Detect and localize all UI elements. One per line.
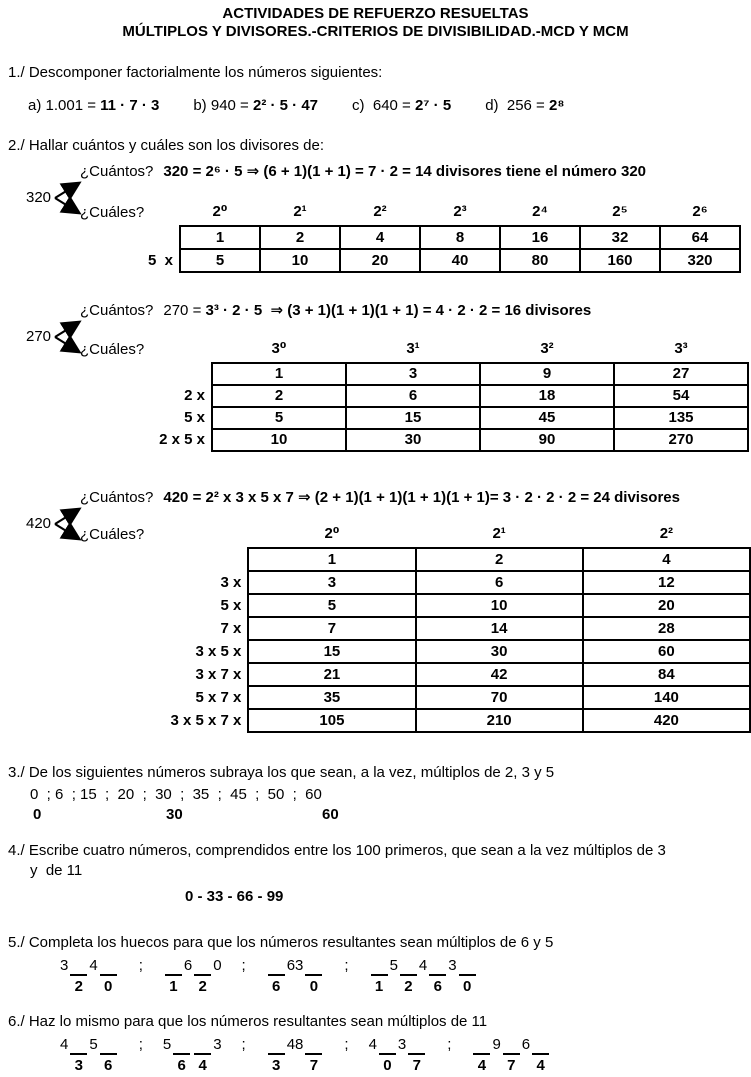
blank-token: [266, 956, 287, 996]
table-cell: 16: [500, 226, 580, 249]
digit-token: 4: [418, 957, 428, 974]
table-cell: 8: [420, 226, 500, 249]
exercise6-heading: 6./ Haz lo mismo para que los números resultantes sean múltiplos de 11: [8, 1013, 488, 1030]
item-a-answer: 11 · 7 · 3: [100, 97, 160, 114]
answer-value: 0: [33, 806, 42, 823]
exercise5-heading: 5./ Completa los huecos para que los números resultantes sean múltiplos de 6 y 5: [8, 934, 554, 951]
separator: ;: [447, 1036, 452, 1053]
table-cell: 5: [212, 407, 346, 429]
blank-answer: 6: [433, 978, 442, 995]
exercise3-answers: [0, 805, 751, 825]
blank-line: [194, 956, 211, 976]
column-header: 3²: [540, 340, 554, 357]
exercise6-blanks-row: [60, 1035, 751, 1077]
row-label: 5 x: [220, 596, 242, 614]
blank-line: [100, 956, 117, 976]
cuantos-prefix: 270 =: [163, 302, 206, 319]
digit-token: 3: [213, 1036, 222, 1053]
digit-token: 3: [448, 957, 457, 974]
blank-answer: 6: [272, 978, 281, 995]
blank-token: [192, 956, 213, 996]
exercise1-item-c: [352, 96, 451, 116]
table-cell: 3: [346, 363, 480, 385]
blank-answer: 4: [198, 1057, 207, 1074]
row-label: [78, 363, 212, 385]
blank-line: [194, 1035, 211, 1055]
blank-token: [501, 1035, 522, 1075]
blank-line: [305, 1035, 322, 1055]
blank-answer: 2: [74, 978, 84, 995]
blank-line: [379, 1035, 396, 1055]
column-header: 2⁵: [612, 203, 628, 220]
column-header: 2⁰: [324, 525, 340, 542]
blank-token: [266, 1035, 287, 1075]
row-label: 5 x 7 x: [195, 688, 242, 706]
exercise1-item-b: [193, 96, 318, 116]
table-cell: 210: [416, 709, 583, 732]
blank-line: [459, 956, 476, 976]
cuales-section-270: [0, 337, 751, 452]
table-cell: 45: [480, 407, 614, 429]
column-header: 3¹: [406, 340, 420, 357]
table-cell: 10: [416, 594, 583, 617]
table-cell: 40: [420, 249, 500, 272]
branch-number: 270: [26, 328, 52, 345]
digit-token: 4: [60, 1036, 69, 1053]
blank-group: [163, 1035, 222, 1075]
digit-token: 3: [397, 1036, 407, 1053]
table-row: [78, 617, 750, 640]
blank-token: [303, 956, 324, 996]
blank-token: [457, 956, 478, 996]
table-cell: 160: [580, 249, 660, 272]
table-cell: 2: [212, 385, 346, 407]
table-cell: 20: [583, 594, 750, 617]
blank-answer: 1: [169, 978, 178, 995]
column-header: 3⁰: [271, 340, 287, 357]
separator: ;: [241, 957, 246, 974]
separator: ;: [138, 1036, 143, 1053]
row-label: 2 x: [184, 387, 205, 404]
branch-number: 420: [26, 515, 52, 532]
exercise1-item-d: [485, 96, 564, 116]
table-cell: 30: [416, 640, 583, 663]
digit-token: 4: [89, 957, 98, 974]
column-header: 2²: [659, 525, 674, 542]
table-cell: 14: [416, 617, 583, 640]
table-header-row: [78, 337, 748, 363]
blank-group: [163, 956, 222, 996]
item-a-prefix: a) 1.001 =: [28, 97, 101, 114]
blank-answer: 0: [462, 978, 472, 995]
digit-token: 6: [183, 957, 193, 974]
digit-token: 48: [286, 1036, 304, 1053]
blank-group: [369, 956, 478, 996]
cuantos-label: ¿Cuántos?: [80, 163, 154, 180]
table-cell: 7: [248, 617, 415, 640]
table-cell: 10: [260, 249, 340, 272]
blank-answer: 1: [374, 978, 384, 995]
column-header: 2⁶: [692, 203, 708, 220]
table-cell: 12: [583, 571, 750, 594]
table-cell: 70: [416, 686, 583, 709]
blank-token: [98, 956, 119, 996]
table-cell: 4: [340, 226, 420, 249]
table-cell: 64: [660, 226, 740, 249]
table-cell: 6: [416, 571, 583, 594]
blank-answer: 0: [104, 978, 113, 995]
blank-answer: 7: [507, 1057, 516, 1074]
digit-token: 63: [286, 957, 304, 974]
blank-line: [268, 1035, 285, 1055]
digit-token: 5: [162, 1036, 172, 1053]
table-cell: 6: [346, 385, 480, 407]
blank-line: [165, 956, 182, 976]
table-cell: 1: [212, 363, 346, 385]
blank-line: [400, 956, 417, 976]
answer-value: 60: [322, 806, 339, 823]
table-row: [78, 249, 740, 272]
table-row: [78, 548, 750, 571]
table-cell: 15: [248, 640, 415, 663]
digit-token: 5: [389, 957, 398, 974]
table-cell: 3: [248, 571, 415, 594]
table-row: [78, 686, 750, 709]
item-b-answer: 2² · 5 · 47: [252, 97, 319, 114]
blank-token: [171, 1035, 192, 1075]
blank-line: [473, 1035, 490, 1055]
separator: ;: [344, 957, 349, 974]
blank-answer: 0: [383, 1057, 392, 1074]
table-row: [78, 709, 750, 732]
blank-token: [406, 1035, 427, 1075]
exercise1-items: [28, 96, 751, 116]
blank-answer: 6: [177, 1057, 186, 1074]
table-cell: 320: [660, 249, 740, 272]
cuales-label: ¿Cuáles?: [80, 341, 145, 358]
table-cell: 60: [583, 640, 750, 663]
divisors-table-420: [78, 522, 751, 733]
cuantos-label: ¿Cuántos?: [80, 489, 154, 506]
blank-group: [369, 1035, 428, 1075]
blank-answer: 7: [309, 1057, 319, 1074]
divisors-block-420: [0, 488, 751, 733]
item-c-prefix: c) 640 =: [352, 97, 415, 114]
table-cell: 2: [260, 226, 340, 249]
column-header: 2³: [453, 203, 467, 220]
item-b-prefix: b) 940 =: [193, 97, 253, 114]
row-label: 2 x 5 x: [159, 431, 205, 448]
cuantos-line-320: [80, 162, 751, 182]
blank-token: [68, 1035, 89, 1075]
exercise2-heading: 2./ Hallar cuántos y cuáles son los divisores de:: [8, 137, 324, 154]
exercise4-heading-line1: 4./ Escribe cuatro números, comprendidos entre los 100 primeros, que sean a la vez múltiplos de 3: [8, 842, 666, 859]
blank-token: [377, 1035, 398, 1075]
row-label: 3 x: [220, 573, 242, 591]
cuantos-label: ¿Cuántos?: [80, 302, 154, 319]
row-label: [78, 226, 180, 249]
exercise5-blanks-row: [60, 956, 751, 998]
table-cell: 5: [248, 594, 415, 617]
blank-answer: 2: [404, 978, 413, 995]
item-c-answer: 2⁷ · 5: [414, 97, 452, 114]
item-d-answer: 2⁸: [548, 97, 565, 114]
row-label: 7 x: [220, 619, 242, 637]
separator: ;: [344, 1036, 349, 1053]
column-header: 2⁴: [532, 203, 548, 220]
blank-token: [98, 1035, 119, 1075]
answer-value: 30: [166, 806, 183, 823]
table-cell: 80: [500, 249, 580, 272]
table-cell: 18: [480, 385, 614, 407]
blank-token: [163, 956, 184, 996]
digit-token: 6: [521, 1036, 531, 1053]
table-cell: 21: [248, 663, 415, 686]
separator: ;: [241, 1036, 246, 1053]
divisors-block-270: [0, 301, 751, 452]
table-row: [78, 663, 750, 686]
blank-line: [503, 1035, 520, 1055]
exercise1-heading: 1./ Descomponer factorialmente los números siguientes:: [8, 64, 383, 81]
cuales-section-320: [0, 200, 751, 273]
table-cell: 84: [583, 663, 750, 686]
blank-token: [68, 956, 89, 996]
column-header: 2¹: [492, 525, 506, 542]
digit-token: 9: [492, 1036, 501, 1053]
blank-line: [408, 1035, 425, 1055]
row-label: [78, 548, 248, 571]
title-line-2: MÚLTIPLOS Y DIVISORES.-CRITERIOS DE DIVISIBILIDAD.-MCD Y MCM: [122, 23, 629, 40]
table-row: [78, 226, 740, 249]
row-label: 3 x 5 x 7 x: [170, 711, 242, 729]
column-header: 3³: [674, 340, 688, 357]
table-cell: 54: [614, 385, 748, 407]
cuantos-line-270: [80, 301, 751, 321]
blank-line: [371, 956, 388, 976]
blank-token: [303, 1035, 324, 1075]
exercise1-item-a: [28, 96, 159, 116]
table-row: [78, 363, 748, 385]
table-cell: 35: [248, 686, 415, 709]
divisors-block-320: [0, 162, 751, 273]
table-cell: 140: [583, 686, 750, 709]
table-row: [78, 407, 748, 429]
cuantos-formula: 3³ · 2 · 5 ⇒ (3 + 1)(1 + 1)(1 + 1) = 4 · 2 · 2 = 16 divisores: [205, 302, 592, 319]
column-header: 2¹: [293, 203, 307, 220]
table-cell: 270: [614, 429, 748, 451]
table-row: [78, 385, 748, 407]
branch-number: 320: [26, 189, 52, 206]
blank-group: [266, 956, 325, 996]
blank-token: [192, 1035, 213, 1075]
table-row: [78, 571, 750, 594]
blank-line: [70, 956, 87, 976]
table-cell: 9: [480, 363, 614, 385]
cuales-label: ¿Cuáles?: [80, 526, 145, 543]
separator: ;: [138, 957, 143, 974]
blank-group: [60, 1035, 119, 1075]
title-line-1: ACTIVIDADES DE REFUERZO RESUELTAS: [222, 5, 529, 22]
exercise3-number-list: 0 ; 6 ; 15 ; 20 ; 30 ; 35 ; 45 ; 50 ; 60: [30, 786, 322, 803]
table-row: [78, 429, 748, 451]
table-header-row: [78, 200, 740, 226]
row-label: 5 x: [184, 409, 205, 426]
table-cell: 1: [248, 548, 415, 571]
blank-line: [268, 956, 285, 976]
blank-line: [100, 1035, 117, 1055]
exercise4-heading-line2: y de 11: [30, 862, 83, 879]
digit-token: 3: [60, 957, 69, 974]
cuantos-formula: 320 = 2⁶ · 5 ⇒ (6 + 1)(1 + 1) = 7 · 2 = 14 divisores tiene el número 320: [163, 163, 647, 180]
table-cell: 42: [416, 663, 583, 686]
table-cell: 30: [346, 429, 480, 451]
blank-token: [471, 1035, 492, 1075]
blank-line: [173, 1035, 190, 1055]
table-cell: 28: [583, 617, 750, 640]
page-title: [0, 0, 751, 41]
blank-answer: 4: [477, 1057, 487, 1074]
table-cell: 2: [416, 548, 583, 571]
column-header: 2²: [373, 203, 387, 220]
table-row: [78, 640, 750, 663]
cuales-label: ¿Cuáles?: [80, 204, 145, 221]
blank-token: [398, 956, 419, 996]
blank-answer: 7: [412, 1057, 421, 1074]
row-label: 3 x 7 x: [195, 665, 242, 683]
item-d-prefix: d) 256 =: [485, 97, 549, 114]
exercise4-answer: 0 - 33 - 66 - 99: [185, 888, 284, 905]
blank-line: [532, 1035, 549, 1055]
table-cell: 420: [583, 709, 750, 732]
digit-token: 5: [89, 1036, 98, 1053]
blank-group: [266, 1035, 325, 1075]
blank-line: [305, 956, 322, 976]
table-cell: 32: [580, 226, 660, 249]
row-label: 5 x: [147, 251, 173, 269]
blank-group: [60, 956, 119, 996]
table-cell: 15: [346, 407, 480, 429]
blank-line: [70, 1035, 87, 1055]
blank-token: [427, 956, 448, 996]
table-cell: 105: [248, 709, 415, 732]
table-cell: 4: [583, 548, 750, 571]
blank-answer: 4: [536, 1057, 545, 1074]
cuales-section-420: [0, 522, 751, 733]
table-cell: 1: [180, 226, 260, 249]
blank-answer: 6: [104, 1057, 113, 1074]
cuantos-line-420: [80, 488, 751, 508]
table-cell: 10: [212, 429, 346, 451]
table-cell: 20: [340, 249, 420, 272]
cuantos-formula: 420 = 2² x 3 x 5 x 7 ⇒ (2 + 1)(1 + 1)(1 + 1)(1 + 1)= 3 · 2 · 2 · 2 = 24 divisores: [163, 489, 680, 506]
table-cell: 5: [180, 249, 260, 272]
table-cell: 135: [614, 407, 748, 429]
digit-token: 0: [213, 957, 222, 974]
row-label: 3 x 5 x: [195, 642, 242, 660]
blank-answer: 0: [309, 978, 319, 995]
blank-line: [429, 956, 446, 976]
blank-answer: 3: [74, 1057, 84, 1074]
blank-answer: 2: [198, 978, 207, 995]
divisors-table-320: [78, 200, 741, 273]
table-header-row: [78, 522, 750, 548]
digit-token: 4: [368, 1036, 377, 1053]
blank-token: [369, 956, 390, 996]
table-cell: 27: [614, 363, 748, 385]
blank-token: [530, 1035, 551, 1075]
table-row: [78, 594, 750, 617]
blank-group: [471, 1035, 551, 1075]
column-header: 2⁰: [212, 203, 228, 220]
blank-answer: 3: [272, 1057, 281, 1074]
exercise3-heading: 3./ De los siguientes números subraya los que sean, a la vez, múltiplos de 2, 3 y 5: [8, 764, 555, 781]
divisors-table-270: [78, 337, 749, 452]
table-cell: 90: [480, 429, 614, 451]
